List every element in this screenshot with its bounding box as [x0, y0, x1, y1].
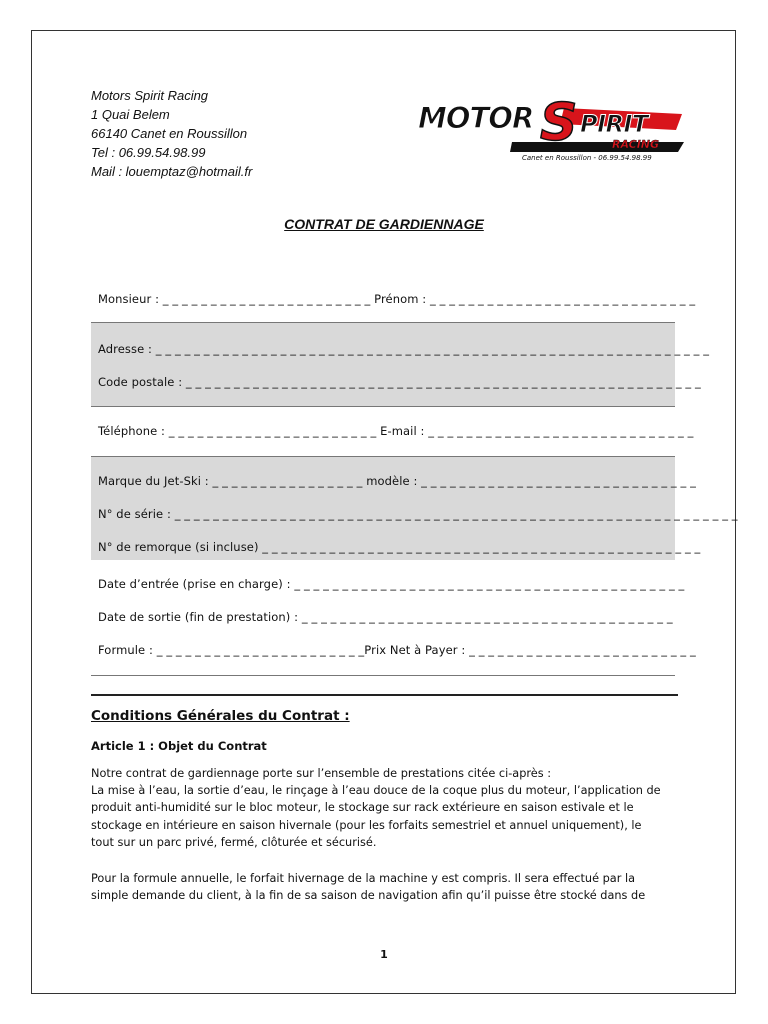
logo-text-right: PIRIT: [580, 110, 648, 138]
logo-text-left: MOTOR: [418, 101, 534, 135]
field-formule-prix[interactable]: Formule : _ _ _ _ _ _ _ _ _ _ _ _ _ _ _ _ _ _ _ _ _ _Prix Net à Payer : _ _ _ _ _ _ _ _ _ _ _ _ _ _ _ _ _ _ _ _ _ _ _ _: [98, 643, 696, 657]
paragraph-line: tout sur un parc privé, fermé, clôturée et sécurisé.: [91, 835, 377, 849]
form-block-dates: [91, 560, 696, 676]
company-street: 1 Quai Belem: [91, 107, 170, 122]
conditions-heading: Conditions Générales du Contrat :: [91, 708, 350, 724]
article-1-paragraph-2: [91, 870, 671, 904]
company-city: 66140 Canet en Roussillon: [91, 126, 248, 141]
paragraph-line: Pour la formule annuelle, le forfait hivernage de la machine y est compris. Il sera effectué par la: [91, 872, 636, 885]
field-telephone-email[interactable]: Téléphone : _ _ _ _ _ _ _ _ _ _ _ _ _ _ _ _ _ _ _ _ _ _ E-mail : _ _ _ _ _ _ _ _ _ _ _ _ _ _ _ _ _ _ _ _ _ _ _ _ _ _ _ _: [98, 424, 694, 438]
form-block-name: [91, 284, 696, 322]
form-block-jetski: [91, 456, 738, 560]
field-monsieur-prenom[interactable]: Monsieur : _ _ _ _ _ _ _ _ _ _ _ _ _ _ _ _ _ _ _ _ _ _ Prénom : _ _ _ _ _ _ _ _ _ _ _ _ _ _ _ _ _ _ _ _ _ _ _ _ _ _ _ _: [98, 292, 696, 306]
paragraph-line: stockage en intérieure en saison hivernale (pour les forfaits semestriel et annuel uniquement), le: [91, 818, 642, 832]
paragraph-line: Notre contrat de gardiennage porte sur l’ensemble de prestations citée ci-après :: [91, 767, 552, 780]
field-adresse[interactable]: Adresse : _ _ _ _ _ _ _ _ _ _ _ _ _ _ _ _ _ _ _ _ _ _ _ _ _ _ _ _ _ _ _ _ _ _ _ _ _ _ _ _ _ _ _ _ _ _ _ _ _ _ _ _ _ _ _ _ _ _: [98, 342, 710, 356]
company-mail: Mail : louemptaz@hotmail.fr: [91, 164, 253, 179]
article-1-title: Article 1 : Objet du Contrat: [91, 739, 267, 753]
paragraph-line: simple demande du client, à la fin de sa saison de navigation afin qu’il puisse être stocké dans de: [91, 889, 646, 903]
field-numero-remorque[interactable]: N° de remorque (si incluse) _ _ _ _ _ _ _ _ _ _ _ _ _ _ _ _ _ _ _ _ _ _ _ _ _ _ _ _ _ _ _ _ _ _ _ _ _ _ _ _ _ _ _ _ _ _: [98, 540, 701, 554]
document-title: CONTRAT DE GARDIENNAGE: [284, 216, 484, 232]
field-date-entree[interactable]: Date d’entrée (prise en charge) : _ _ _ _ _ _ _ _ _ _ _ _ _ _ _ _ _ _ _ _ _ _ _ _ _ _ _ _ _ _ _ _ _ _ _ _ _ _ _ _ _: [98, 577, 685, 591]
logo-tagline: Canet en Roussillon - 06.99.54.98.99: [522, 154, 652, 162]
field-numero-serie[interactable]: N° de série : _ _ _ _ _ _ _ _ _ _ _ _ _ _ _ _ _ _ _ _ _ _ _ _ _ _ _ _ _ _ _ _ _ _ _ _ _ _ _ _ _ _ _ _ _ _ _ _ _ _ _ _ _ _ _ _ _ _ _: [98, 507, 738, 521]
page-number: 1: [380, 948, 388, 961]
paragraph-line: La mise à l’eau, la sortie d’eau, le rinçage à l’eau douce de la coque plus du moteur, l’application de: [91, 784, 661, 798]
form-block-address: [91, 322, 710, 406]
field-code-postale[interactable]: Code postale : _ _ _ _ _ _ _ _ _ _ _ _ _ _ _ _ _ _ _ _ _ _ _ _ _ _ _ _ _ _ _ _ _ _ _ _ _ _ _ _ _ _ _ _ _ _ _ _ _ _ _ _ _ _: [98, 375, 701, 389]
company-name: Motors Spirit Racing: [91, 88, 209, 103]
paragraph-line: produit anti-humidité sur le bloc moteur, le stockage sur rack extérieure en saison estivale et le: [91, 801, 634, 815]
section-divider: [91, 694, 678, 696]
company-logo: [414, 90, 690, 168]
field-marque-modele[interactable]: Marque du Jet-Ski : _ _ _ _ _ _ _ _ _ _ _ _ _ _ _ _ modèle : _ _ _ _ _ _ _ _ _ _ _ _ _ _ _ _ _ _ _ _ _ _ _ _ _ _ _ _ _: [98, 474, 696, 488]
logo-letter-big: S: [540, 93, 578, 153]
company-phone: Tel : 06.99.54.98.99: [91, 145, 206, 160]
article-1-paragraph-1: [91, 765, 671, 851]
logo-sub: RACING: [612, 138, 660, 151]
field-date-sortie[interactable]: Date de sortie (fin de prestation) : _ _ _ _ _ _ _ _ _ _ _ _ _ _ _ _ _ _ _ _ _ _ _ _ _ _ _ _ _ _ _ _ _ _ _ _ _ _ _: [98, 610, 673, 624]
form-block-contact: [91, 406, 694, 456]
company-address: [91, 86, 252, 181]
